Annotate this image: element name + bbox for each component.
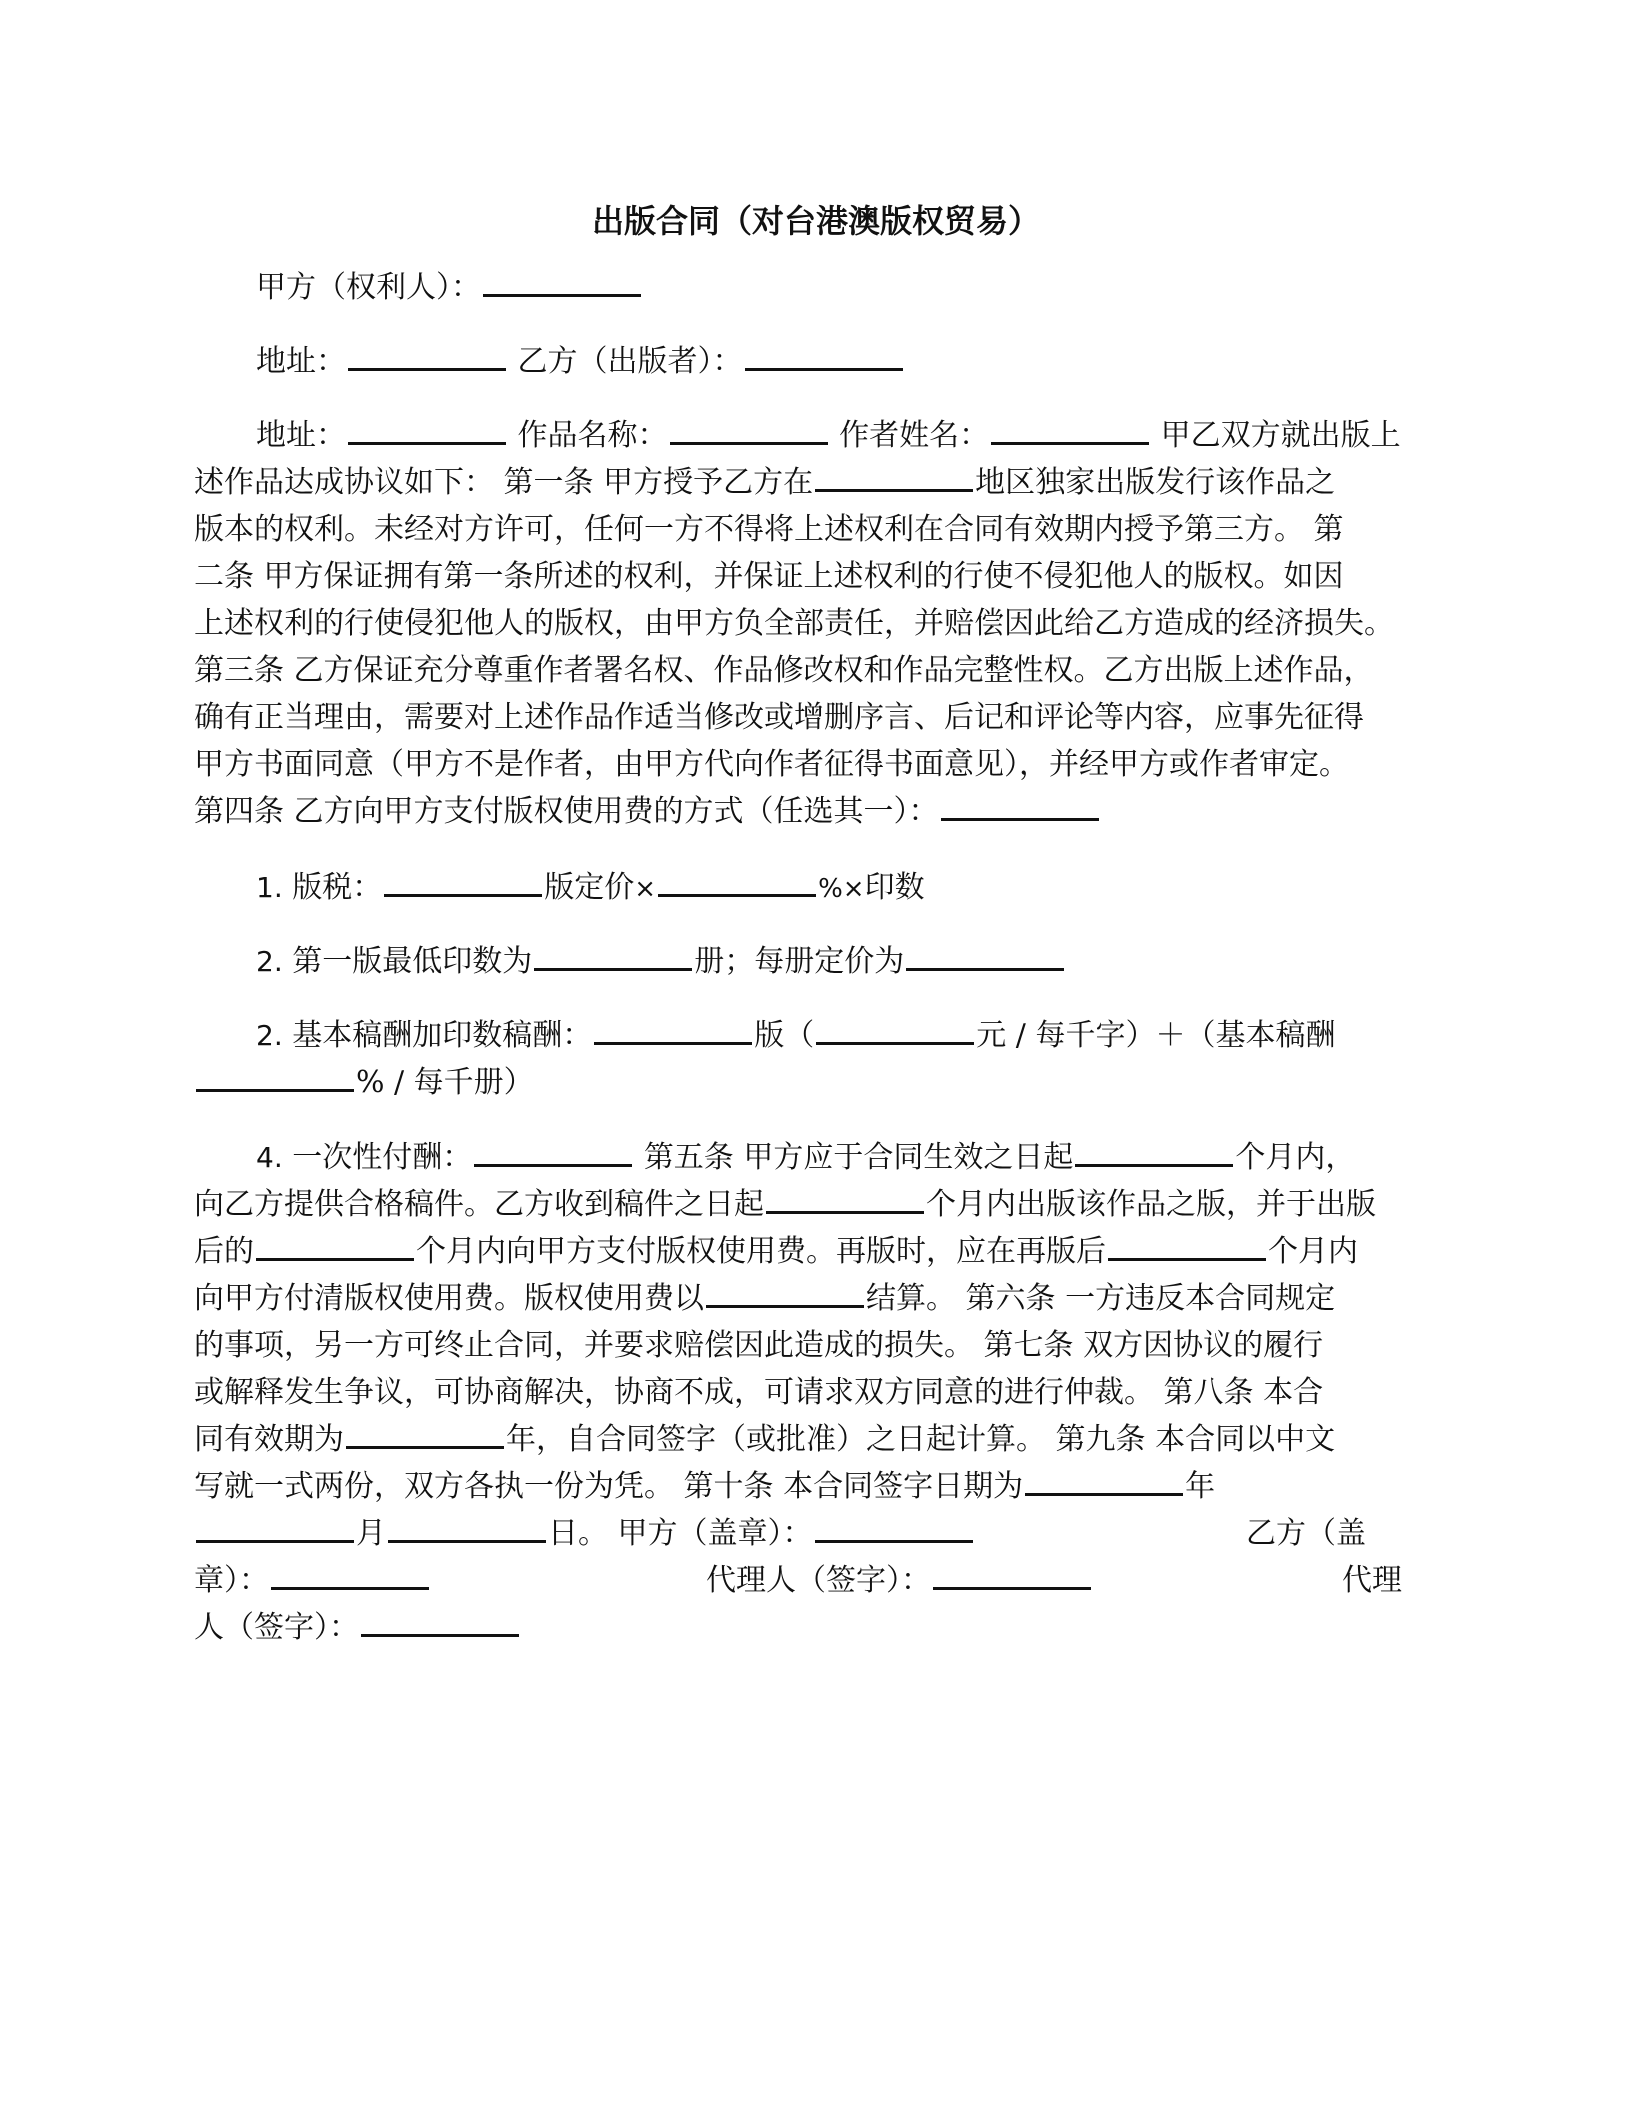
agent-label: 代理人（签字）： [706, 1563, 931, 1598]
party-a-blank [483, 270, 641, 297]
option-text: 册；每册定价为 [694, 944, 905, 979]
multiply-sign: × [842, 874, 865, 904]
option-text: 版（ [754, 1018, 815, 1053]
clause-text: 述作品达成协议如下： 第一条 甲方授予乙方在 [194, 465, 814, 500]
party-a-line [256, 270, 643, 306]
clause-line [194, 1187, 1376, 1223]
option-text: % / 每千册） [356, 1065, 534, 1100]
contract-title: 出版合同（对台港澳版权贸易） [591, 202, 1040, 240]
sign-day-blank [388, 1516, 546, 1543]
clause-text: 年 [1185, 1469, 1216, 1504]
address-blank [348, 418, 506, 445]
work-name-blank [670, 418, 828, 445]
months-blank [1075, 1140, 1233, 1167]
option-min-print [256, 944, 1066, 980]
body-line [194, 465, 1335, 501]
clause-text: 个月内出版该作品之版，并于出版 [926, 1187, 1376, 1222]
percent-blank [658, 870, 816, 897]
agent-b-label: 代理 [1342, 1563, 1402, 1598]
months-blank [766, 1187, 924, 1214]
per-thousand-words-blank [816, 1018, 974, 1045]
agent-a-blank [933, 1563, 1091, 1590]
option-number: 2. [256, 1019, 283, 1052]
lump-sum-blank [474, 1140, 632, 1167]
clause-text: 日。 甲方（盖章）： [548, 1516, 813, 1551]
signature-line [194, 1516, 1410, 1552]
body-line: 二条 甲方保证拥有第一条所述的权利，并保证上述权利的行使不侵犯他人的版权。如因 [194, 559, 1344, 594]
clause-text: 向甲方付清版权使用费。版权使用费以 [194, 1281, 704, 1316]
clause-line [256, 1140, 1355, 1176]
party-b-blank [745, 344, 903, 371]
clause-text: 结算。 第六条 一方违反本合同规定 [866, 1281, 1336, 1316]
clause-line [194, 1422, 1335, 1458]
address-party-b-line [256, 344, 905, 380]
option-label: 基本稿酬加印数稿酬： [292, 1018, 593, 1053]
basic-fee-blank [594, 1018, 752, 1045]
work-info-line [256, 418, 1401, 454]
clause-text: 后的 [194, 1234, 254, 1269]
option-text: 版定价 [544, 870, 635, 905]
clause-line [194, 1469, 1215, 1505]
clause-text: 同有效期为 [194, 1422, 344, 1457]
clause-text: 个月内向甲方支付版权使用费。再版时，应在再版后 [416, 1234, 1106, 1269]
validity-years-blank [346, 1422, 504, 1449]
option-number: 2. [256, 945, 283, 978]
percent-sign: % [818, 874, 843, 904]
clause-text: 个月内 [1268, 1234, 1358, 1269]
body-line [194, 794, 1101, 830]
months-blank [1108, 1234, 1266, 1261]
option-text: 元 / 每千字）＋（基本稿酬 [976, 1018, 1336, 1053]
clause-line [194, 1234, 1358, 1270]
clause-text: 个月内， [1235, 1140, 1356, 1175]
signature-line [194, 1563, 431, 1599]
party-b-seal-label: 乙方（盖 [1246, 1516, 1366, 1551]
clause-line: 或解释发生争议，可协商解决，协商不成，可请求双方同意的进行仲裁。 第八条 本合 [194, 1375, 1324, 1410]
min-print-blank [534, 944, 692, 971]
clause-text: 一次性付酬： [292, 1140, 473, 1175]
option-text: 印数 [864, 870, 925, 905]
option-royalty [256, 870, 925, 907]
clause-text: 地区独家出版发行该作品之 [975, 465, 1336, 500]
agent-label: 人（签字）： [194, 1610, 359, 1645]
sign-year-blank [1025, 1469, 1183, 1496]
body-line: 第三条 乙方保证充分尊重作者署名权、作品修改权和作品完整性权。乙方出版上述作品， [194, 653, 1374, 688]
clause-text: 第四条 乙方向甲方支付版权使用费的方式（任选其一）： [194, 794, 939, 829]
body-line: 版本的权利。未经对方许可，任何一方不得将上述权利在合同有效期内授予第三方。 第 [194, 512, 1344, 547]
clause-line: 的事项，另一方可终止合同，并要求赔偿因此造成的损失。 第七条 双方因协议的履行 [194, 1328, 1324, 1363]
option-label: 第一版最低印数为 [292, 944, 533, 979]
agreement-intro: 甲乙双方就出版上 [1160, 418, 1401, 453]
sign-month-blank [196, 1516, 354, 1543]
agent-b-blank [361, 1610, 519, 1637]
author-label: 作者姓名： [839, 418, 990, 453]
clause-text: 年，自合同签字（或批准）之日起计算。 第九条 本合同以中文 [506, 1422, 1336, 1457]
region-blank [815, 465, 973, 492]
currency-blank [706, 1281, 864, 1308]
option-basic-fee-cont [194, 1065, 534, 1101]
work-name-label: 作品名称： [517, 418, 668, 453]
author-blank [991, 418, 1149, 445]
clause-text: 章）： [194, 1563, 269, 1598]
party-b-seal-blank [271, 1563, 429, 1590]
royalty-blank [384, 870, 542, 897]
agent-a-line [706, 1563, 1093, 1599]
party-b-label: 乙方（出版者）： [517, 344, 743, 379]
payment-method-blank [941, 794, 1099, 821]
address-blank [348, 344, 506, 371]
option-number: 4. [256, 1141, 283, 1174]
clause-text: 月 [356, 1516, 386, 1551]
clause-text: 向乙方提供合格稿件。乙方收到稿件之日起 [194, 1187, 764, 1222]
clause-line [194, 1281, 1335, 1317]
months-blank [256, 1234, 414, 1261]
signature-line [194, 1610, 521, 1646]
address-label: 地址： [256, 418, 346, 453]
option-basic-fee [256, 1018, 1335, 1054]
unit-price-blank [906, 944, 1064, 971]
body-line: 甲方书面同意（甲方不是作者，由甲方代向作者征得书面意见），并经甲方或作者审定。 [194, 747, 1349, 782]
party-a-label: 甲方（权利人）： [256, 270, 481, 305]
clause-text: 第五条 甲方应于合同生效之日起 [643, 1140, 1074, 1175]
multiply-sign: × [634, 874, 657, 904]
party-a-seal-blank [815, 1516, 973, 1543]
option-label: 版税： [292, 870, 383, 905]
clause-text: 写就一式两份，双方各执一份为凭。 第十条 本合同签字日期为 [194, 1469, 1024, 1504]
address-label: 地址： [256, 344, 346, 379]
body-line: 上述权利的行使侵犯他人的版权，由甲方负全部责任，并赔偿因此给乙方造成的经济损失。 [194, 606, 1394, 641]
per-thousand-copies-blank [196, 1065, 354, 1092]
body-line: 确有正当理由，需要对上述作品作适当修改或增删序言、后记和评论等内容，应事先征得 [194, 700, 1364, 735]
option-number: 1. [256, 871, 283, 904]
